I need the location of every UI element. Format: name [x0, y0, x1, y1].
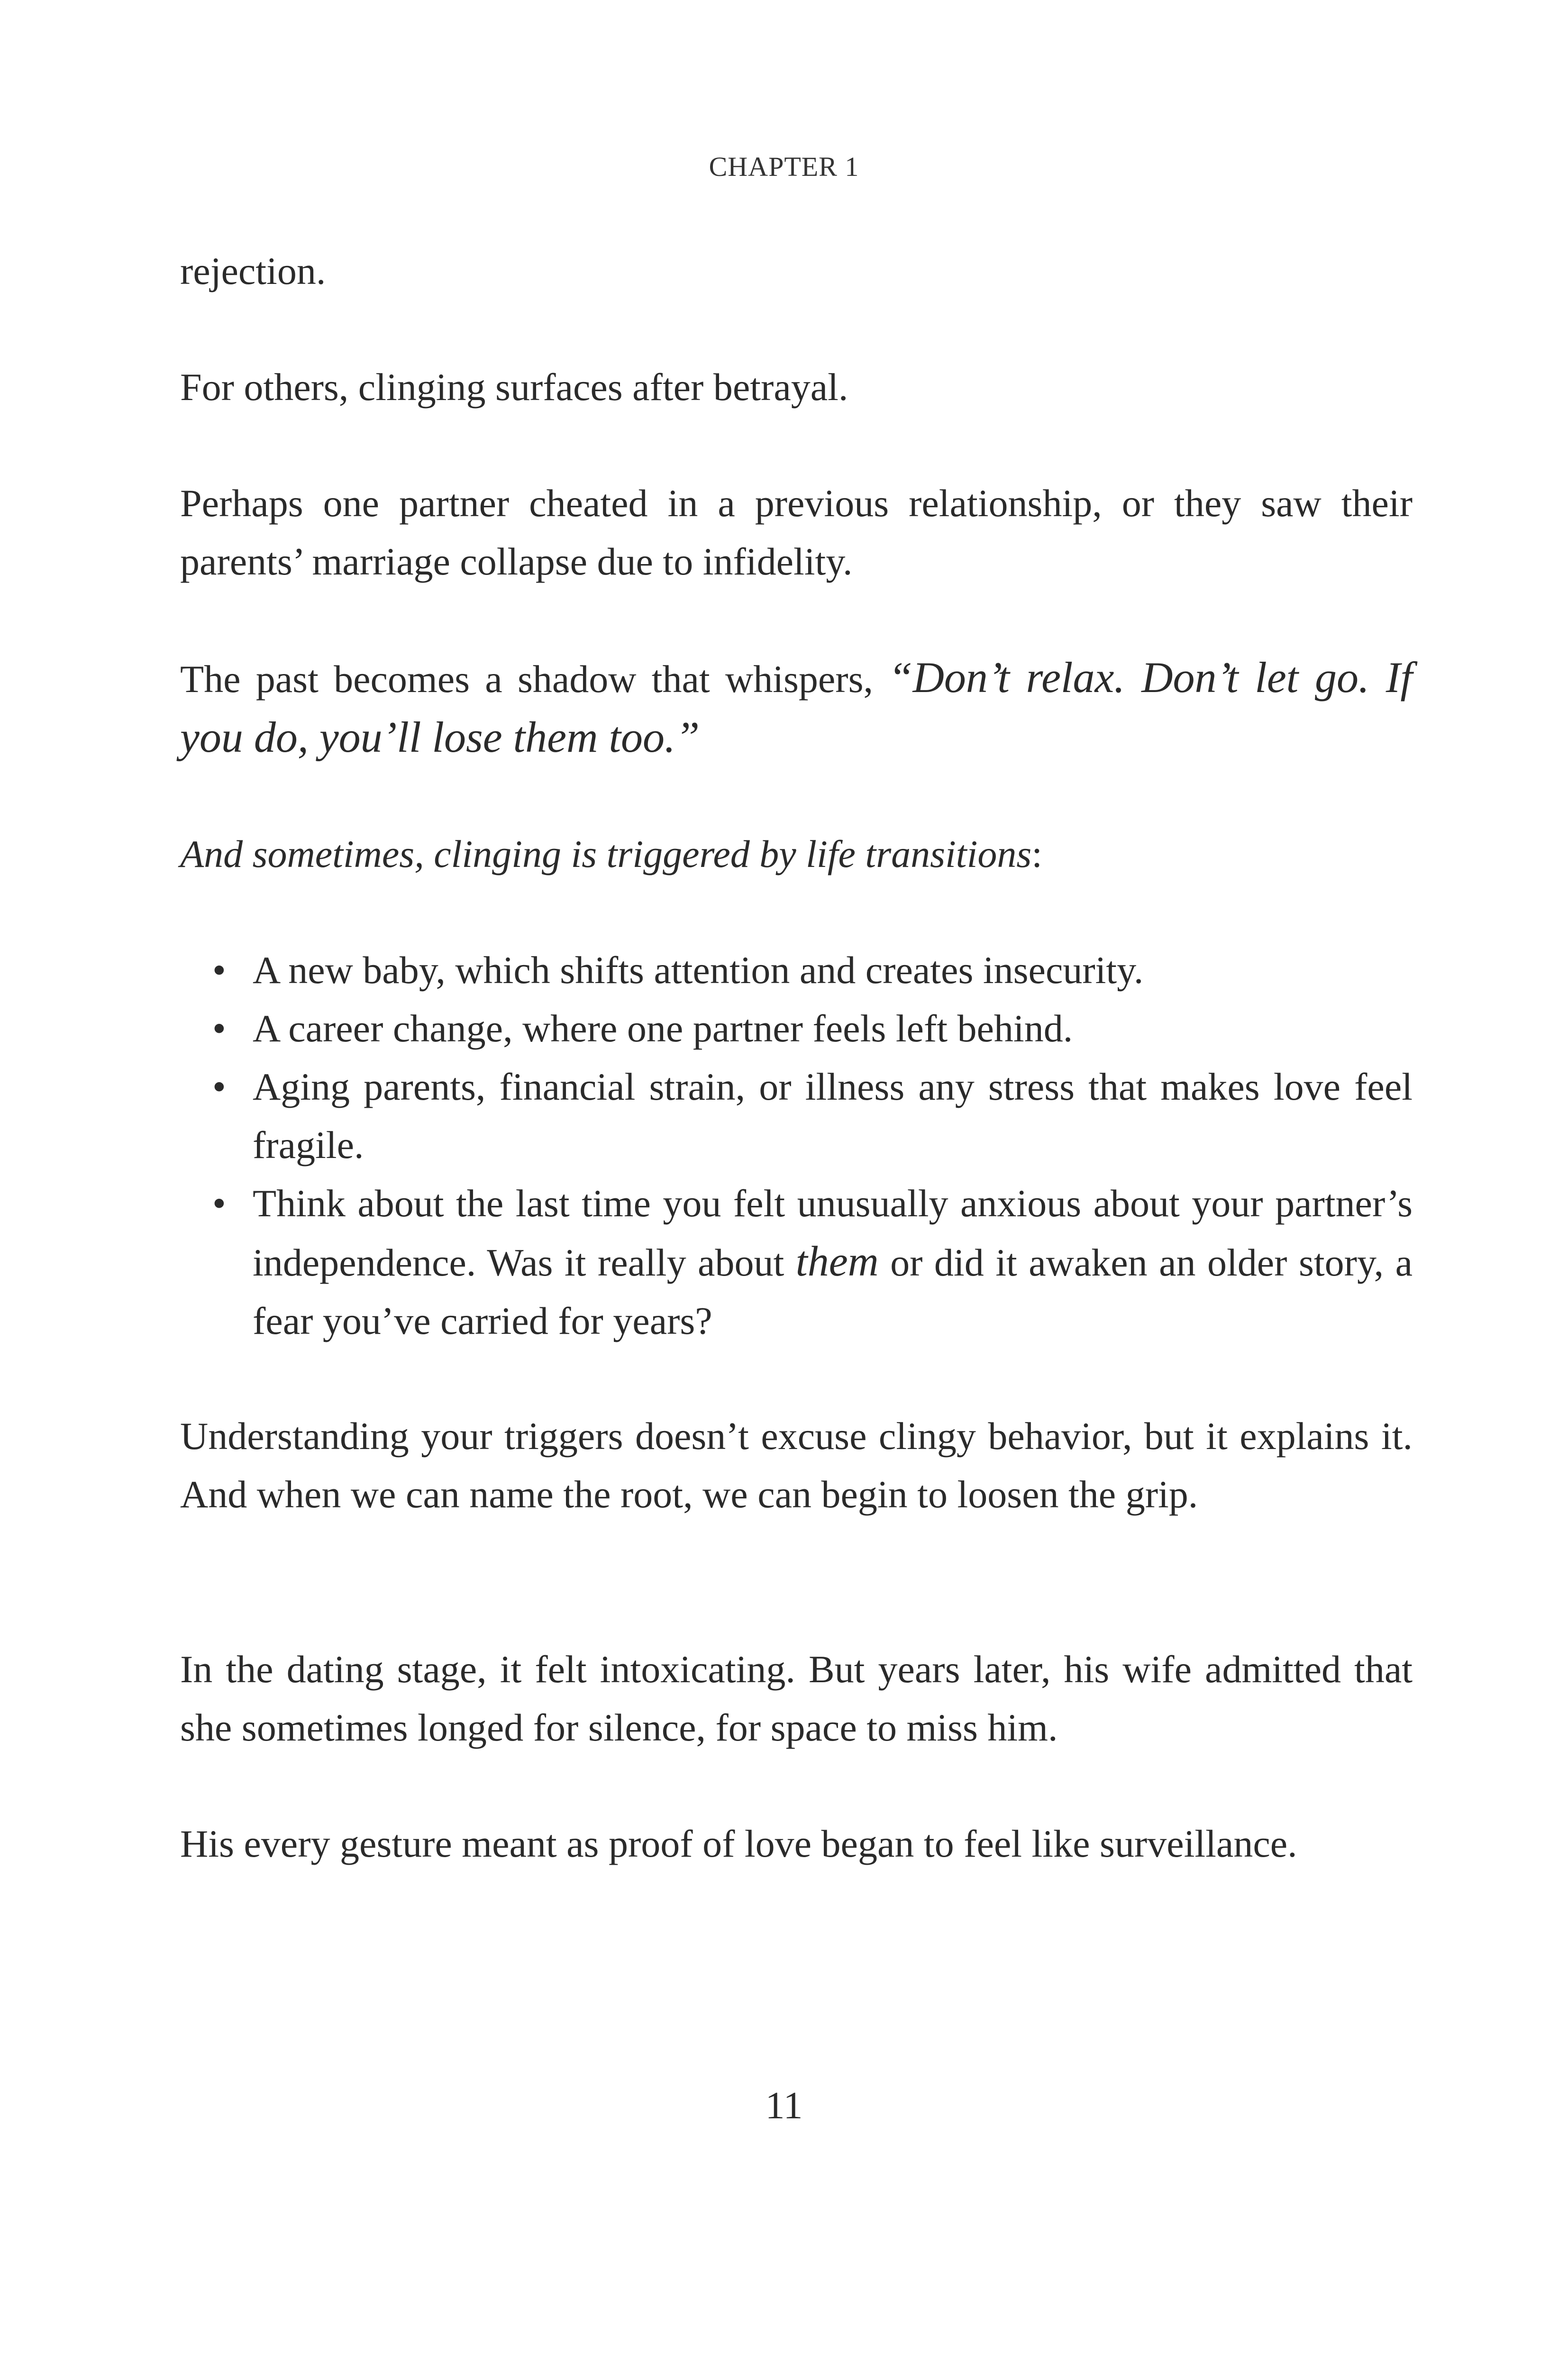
paragraph-previous-relationship: Perhaps one partner cheated in a previous relationship, or they saw their parents’ marriage collapse due to infidelity. [180, 482, 1413, 583]
paragraph-dating-stage: In the dating stage, it felt intoxicating. But years later, his wife admitted that she sometimes longed for silence, for space to miss him. [180, 1648, 1413, 1749]
paragraph-surveillance: His every gesture meant as proof of love began to feel like surveillance. [180, 1822, 1297, 1865]
bullet-marker: • [212, 1065, 226, 1108]
paragraph-shadow-whisper [180, 648, 1413, 768]
bullet-item [180, 1174, 1413, 1350]
bullet-item [180, 1057, 1413, 1174]
bullet-text-after: or did it awaken an older story, a fear you’ve carried for years? [253, 1241, 1413, 1342]
bullet-marker: • [212, 1007, 226, 1050]
transitions-colon: : [1031, 832, 1043, 875]
bullet-text: Aging parents, financial strain, or illness any stress that makes love feel fragile. [253, 1065, 1413, 1167]
page-number: 11 [765, 2084, 803, 2127]
running-head: CHAPTER 1 [709, 151, 859, 182]
bullet-text: A career change, where one partner feels left behind. [253, 1007, 1073, 1050]
transitions-italic-text: And sometimes, clinging is triggered by life transitions [180, 832, 1032, 875]
bullet-marker: • [212, 948, 226, 992]
paragraph-life-transitions [180, 825, 1413, 883]
bullet-marker: • [212, 1182, 226, 1225]
bullet-italic-them: them [795, 1238, 879, 1285]
whisper-quote: “Don’t relax. Don’t let go. If you do, you’ll lose them too.” [180, 653, 1413, 761]
paragraph-understanding-triggers: Understanding your triggers doesn’t excuse clingy behavior, but it explains it. And when we can name the root, we can begin to loosen the grip. [180, 1414, 1413, 1516]
bullet-text-before: Think about the last time you felt unusually anxious about your partner’s independence. Was it really about [253, 1182, 1413, 1284]
paragraph-betrayal: For others, clinging surfaces after betrayal. [180, 365, 848, 409]
bullet-text: A new baby, which shifts attention and creates insecurity. [253, 948, 1144, 992]
transitions-bullet-list [180, 941, 1413, 1350]
whisper-lead-text: The past becomes a shadow that whispers, [180, 657, 889, 701]
paragraph-rejection: rejection. [180, 249, 326, 292]
bullet-item [180, 941, 1413, 999]
bullet-item [180, 999, 1413, 1057]
